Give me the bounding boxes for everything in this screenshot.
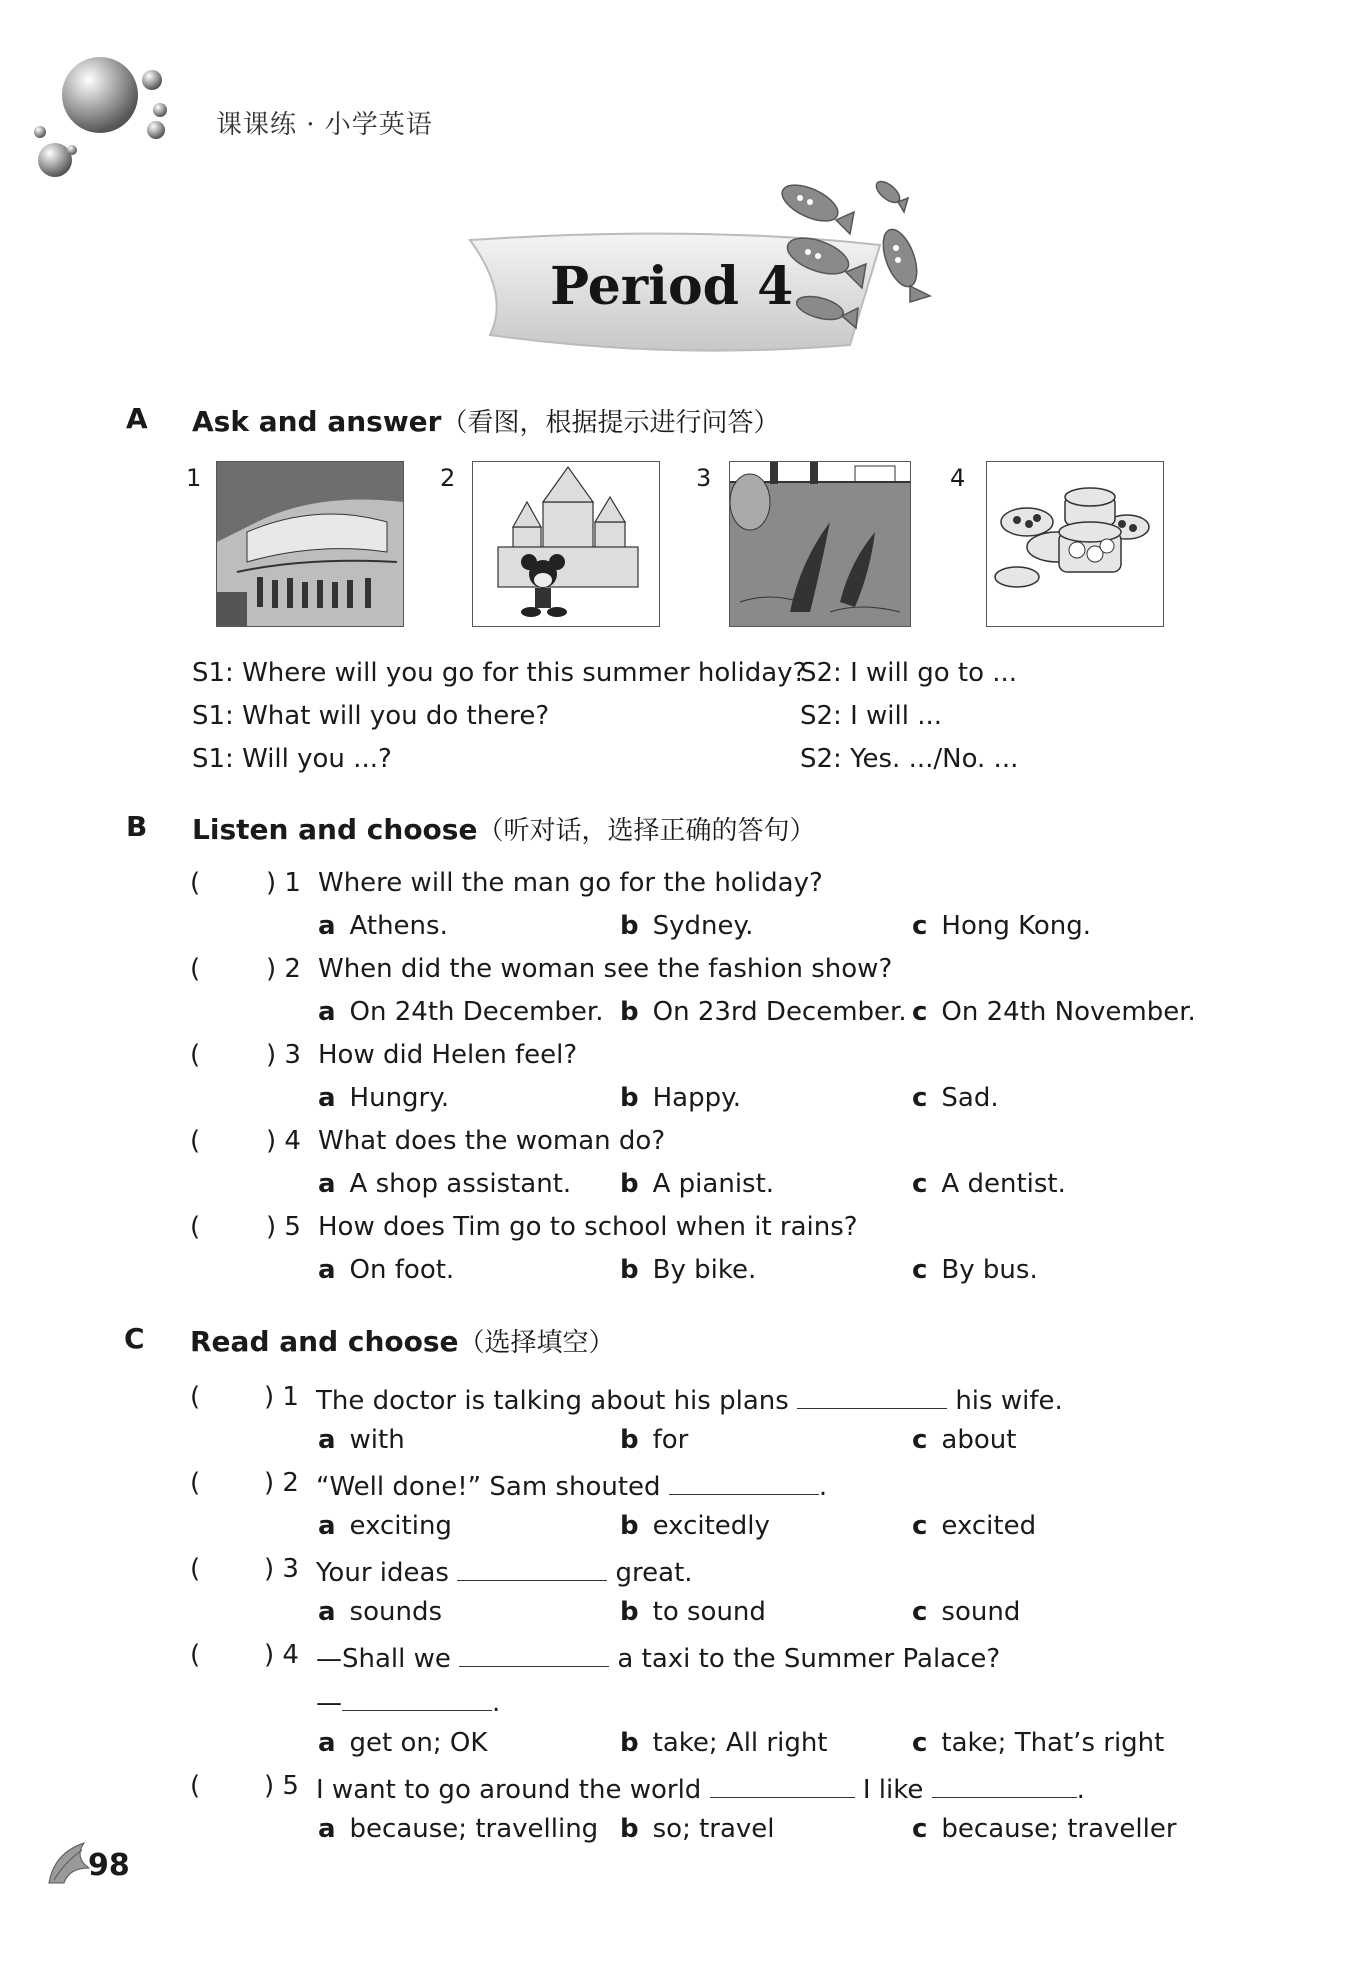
section-c-title-en: Read and choose bbox=[190, 1325, 459, 1358]
section-b-title-zh: （听对话，选择正确的答句） bbox=[477, 816, 816, 846]
section-c-title bbox=[190, 1322, 615, 1359]
option-key: a bbox=[318, 911, 336, 941]
dialogue-s2: S2: I will go to ... bbox=[800, 658, 1018, 688]
question-number: ) 1 bbox=[266, 868, 301, 898]
picture-number: 2 bbox=[440, 464, 456, 492]
answer-bracket: ( bbox=[190, 1040, 201, 1070]
question-number: ) 2 bbox=[266, 954, 301, 984]
option-text: Hungry. bbox=[349, 1083, 450, 1113]
option-key: c bbox=[912, 1511, 928, 1541]
option-text: A shop assistant. bbox=[349, 1169, 572, 1199]
answer-blank[interactable] bbox=[457, 1554, 607, 1581]
option-key: a bbox=[318, 1083, 336, 1113]
option-key: c bbox=[912, 1255, 928, 1285]
option-text: Sad. bbox=[941, 1083, 999, 1113]
option-key: b bbox=[620, 911, 639, 941]
picture-number: 3 bbox=[696, 464, 712, 492]
question-text bbox=[316, 1382, 1063, 1416]
option-c bbox=[912, 1511, 1036, 1541]
option-key: c bbox=[912, 911, 928, 941]
option-b bbox=[620, 1511, 770, 1541]
option-text: On 23rd December. bbox=[652, 997, 907, 1027]
question-number: ) 2 bbox=[264, 1468, 299, 1498]
option-text: for bbox=[652, 1425, 689, 1455]
question-text-post: his wife. bbox=[955, 1386, 1063, 1416]
question-text-pre: The doctor is talking about his plans bbox=[316, 1386, 789, 1416]
option-key: a bbox=[318, 1728, 336, 1758]
fish-decoration-icon bbox=[770, 168, 940, 338]
answer-bracket: ( bbox=[190, 1468, 201, 1498]
period-title: Period 4 bbox=[550, 256, 794, 317]
option-c bbox=[912, 911, 1091, 941]
question-text-post: a taxi to the Summer Palace? bbox=[617, 1644, 1001, 1674]
option-text: sounds bbox=[349, 1597, 443, 1627]
option-a bbox=[318, 1083, 449, 1113]
option-b bbox=[620, 1169, 774, 1199]
answer-bracket: ( bbox=[190, 1771, 201, 1801]
section-c-title-zh: （选择填空） bbox=[458, 1328, 615, 1358]
answer-blank[interactable] bbox=[669, 1468, 819, 1495]
option-text: get on; OK bbox=[349, 1728, 488, 1758]
option-a bbox=[318, 1814, 598, 1844]
question-number: ) 3 bbox=[264, 1554, 299, 1584]
option-key: c bbox=[912, 1597, 928, 1627]
leaf-icon bbox=[44, 1838, 94, 1888]
option-key: b bbox=[620, 1511, 639, 1541]
page-number: 98 bbox=[88, 1848, 130, 1883]
dialogue-s1: S1: Where will you go for this summer holiday? bbox=[192, 658, 807, 688]
option-text: On 24th November. bbox=[941, 997, 1196, 1027]
option-b bbox=[620, 1597, 766, 1627]
section-b-title bbox=[192, 810, 815, 847]
dolphin-show-illustration bbox=[729, 461, 911, 627]
option-key: a bbox=[318, 1169, 336, 1199]
option-text: take; That’s right bbox=[941, 1728, 1165, 1758]
option-text: exciting bbox=[349, 1511, 452, 1541]
option-b bbox=[620, 911, 753, 941]
disneyland-castle-illustration bbox=[472, 461, 660, 627]
option-a bbox=[318, 1169, 571, 1199]
question-text-pre: Your ideas bbox=[316, 1558, 449, 1588]
option-key: a bbox=[318, 997, 336, 1027]
answer-bracket: ( bbox=[190, 1212, 201, 1242]
option-text: By bus. bbox=[941, 1255, 1038, 1285]
option-c bbox=[912, 1083, 999, 1113]
question-number: ) 5 bbox=[264, 1771, 299, 1801]
option-key: c bbox=[912, 1425, 928, 1455]
option-text: excitedly bbox=[652, 1511, 770, 1541]
answer-bracket: ( bbox=[190, 1126, 201, 1156]
option-text: because; traveller bbox=[941, 1814, 1177, 1844]
option-text: take; All right bbox=[652, 1728, 828, 1758]
question-text: Where will the man go for the holiday? bbox=[318, 868, 823, 898]
question-text: How did Helen feel? bbox=[318, 1040, 578, 1070]
question-number: ) 4 bbox=[266, 1126, 301, 1156]
answer-bracket: ( bbox=[190, 1554, 201, 1584]
question-text-pre: I want to go around the world bbox=[316, 1775, 702, 1805]
option-key: b bbox=[620, 997, 639, 1027]
option-b bbox=[620, 1083, 741, 1113]
dim-sum-illustration bbox=[986, 461, 1164, 627]
option-c bbox=[912, 1169, 1066, 1199]
question-number: ) 3 bbox=[266, 1040, 301, 1070]
option-key: b bbox=[620, 1169, 639, 1199]
option-key: b bbox=[620, 1814, 639, 1844]
question-text-post: . bbox=[818, 1472, 828, 1502]
dialogue-s1: S1: Will you ...? bbox=[192, 744, 392, 774]
option-c bbox=[912, 1425, 1016, 1455]
option-a bbox=[318, 911, 448, 941]
question-text-post: great. bbox=[615, 1558, 693, 1588]
question-number: ) 1 bbox=[264, 1382, 299, 1412]
answer-bracket: ( bbox=[190, 1640, 201, 1670]
option-text: with bbox=[349, 1425, 405, 1455]
option-text: so; travel bbox=[652, 1814, 775, 1844]
question-text bbox=[316, 1468, 827, 1502]
option-key: a bbox=[318, 1425, 336, 1455]
mall-interior-illustration bbox=[216, 461, 404, 627]
option-text: sound bbox=[941, 1597, 1021, 1627]
option-a bbox=[318, 997, 603, 1027]
question-text-pre: “Well done!” Sam shouted bbox=[316, 1472, 661, 1502]
option-a bbox=[318, 1728, 487, 1758]
question-text: When did the woman see the fashion show? bbox=[318, 954, 893, 984]
question-dash: — bbox=[316, 1688, 342, 1718]
question-number: ) 4 bbox=[264, 1640, 299, 1670]
option-b bbox=[620, 1728, 828, 1758]
option-text: about bbox=[941, 1425, 1017, 1455]
option-text: to sound bbox=[652, 1597, 766, 1627]
option-text: Happy. bbox=[652, 1083, 742, 1113]
dialogue-s2: S2: Yes. .../No. ... bbox=[800, 744, 1019, 774]
question-text bbox=[316, 1771, 1085, 1805]
option-key: c bbox=[912, 1814, 928, 1844]
option-text: A pianist. bbox=[652, 1169, 775, 1199]
section-a-letter: A bbox=[126, 402, 148, 435]
question-number: ) 5 bbox=[266, 1212, 301, 1242]
question-text bbox=[316, 1554, 693, 1588]
option-text: because; travelling bbox=[349, 1814, 599, 1844]
answer-blank[interactable] bbox=[342, 1684, 492, 1711]
section-b-letter: B bbox=[126, 810, 148, 843]
question-text bbox=[316, 1640, 1000, 1674]
answer-bracket: ( bbox=[190, 954, 201, 984]
answer-blank[interactable] bbox=[710, 1771, 855, 1798]
option-c bbox=[912, 1597, 1020, 1627]
dialogue-s2: S2: I will ... bbox=[800, 701, 942, 731]
question-text-post: . bbox=[492, 1688, 501, 1718]
option-key: a bbox=[318, 1814, 336, 1844]
section-a-title-zh: （看图，根据提示进行问答） bbox=[441, 408, 780, 438]
question-text-mid: I like bbox=[862, 1775, 924, 1805]
question-text-pre: —Shall we bbox=[316, 1644, 451, 1674]
question-text-post: . bbox=[1076, 1775, 1085, 1805]
option-key: c bbox=[912, 1169, 928, 1199]
answer-bracket: ( bbox=[190, 1382, 201, 1412]
option-c bbox=[912, 997, 1196, 1027]
answer-bracket: ( bbox=[190, 868, 201, 898]
option-key: c bbox=[912, 1083, 928, 1113]
question-text-line2 bbox=[316, 1684, 500, 1718]
book-title: 课课练 · 小学英语 bbox=[216, 110, 433, 140]
option-key: a bbox=[318, 1597, 336, 1627]
section-c-letter: C bbox=[124, 1322, 145, 1355]
picture-number: 1 bbox=[186, 464, 202, 492]
option-key: c bbox=[912, 997, 928, 1027]
section-a-title bbox=[192, 402, 780, 439]
option-key: b bbox=[620, 1425, 639, 1455]
option-b bbox=[620, 997, 907, 1027]
option-a bbox=[318, 1597, 442, 1627]
option-key: b bbox=[620, 1728, 639, 1758]
option-key: a bbox=[318, 1255, 336, 1285]
option-a bbox=[318, 1425, 405, 1455]
answer-blank[interactable] bbox=[797, 1382, 947, 1409]
bubbles-decoration bbox=[30, 50, 180, 190]
option-text: On foot. bbox=[349, 1255, 455, 1285]
option-text: On 24th December. bbox=[349, 997, 604, 1027]
option-b bbox=[620, 1255, 756, 1285]
option-key: a bbox=[318, 1511, 336, 1541]
option-text: A dentist. bbox=[941, 1169, 1066, 1199]
option-c bbox=[912, 1255, 1038, 1285]
option-c bbox=[912, 1728, 1164, 1758]
answer-blank[interactable] bbox=[932, 1771, 1077, 1798]
option-b bbox=[620, 1814, 775, 1844]
section-b-title-en: Listen and choose bbox=[192, 813, 478, 846]
question-text: How does Tim go to school when it rains? bbox=[318, 1212, 858, 1242]
picture-number: 4 bbox=[950, 464, 966, 492]
option-key: c bbox=[912, 1728, 928, 1758]
option-key: b bbox=[620, 1597, 639, 1627]
option-text: excited bbox=[941, 1511, 1037, 1541]
option-a bbox=[318, 1511, 452, 1541]
answer-blank[interactable] bbox=[459, 1640, 609, 1667]
option-text: Athens. bbox=[349, 911, 448, 941]
option-text: By bike. bbox=[652, 1255, 757, 1285]
option-text: Sydney. bbox=[652, 911, 754, 941]
option-b bbox=[620, 1425, 688, 1455]
option-key: b bbox=[620, 1083, 639, 1113]
option-key: b bbox=[620, 1255, 639, 1285]
option-c bbox=[912, 1814, 1177, 1844]
option-a bbox=[318, 1255, 454, 1285]
option-text: Hong Kong. bbox=[941, 911, 1092, 941]
section-a-title-en: Ask and answer bbox=[192, 405, 442, 438]
question-text: What does the woman do? bbox=[318, 1126, 666, 1156]
dialogue-s1: S1: What will you do there? bbox=[192, 701, 550, 731]
